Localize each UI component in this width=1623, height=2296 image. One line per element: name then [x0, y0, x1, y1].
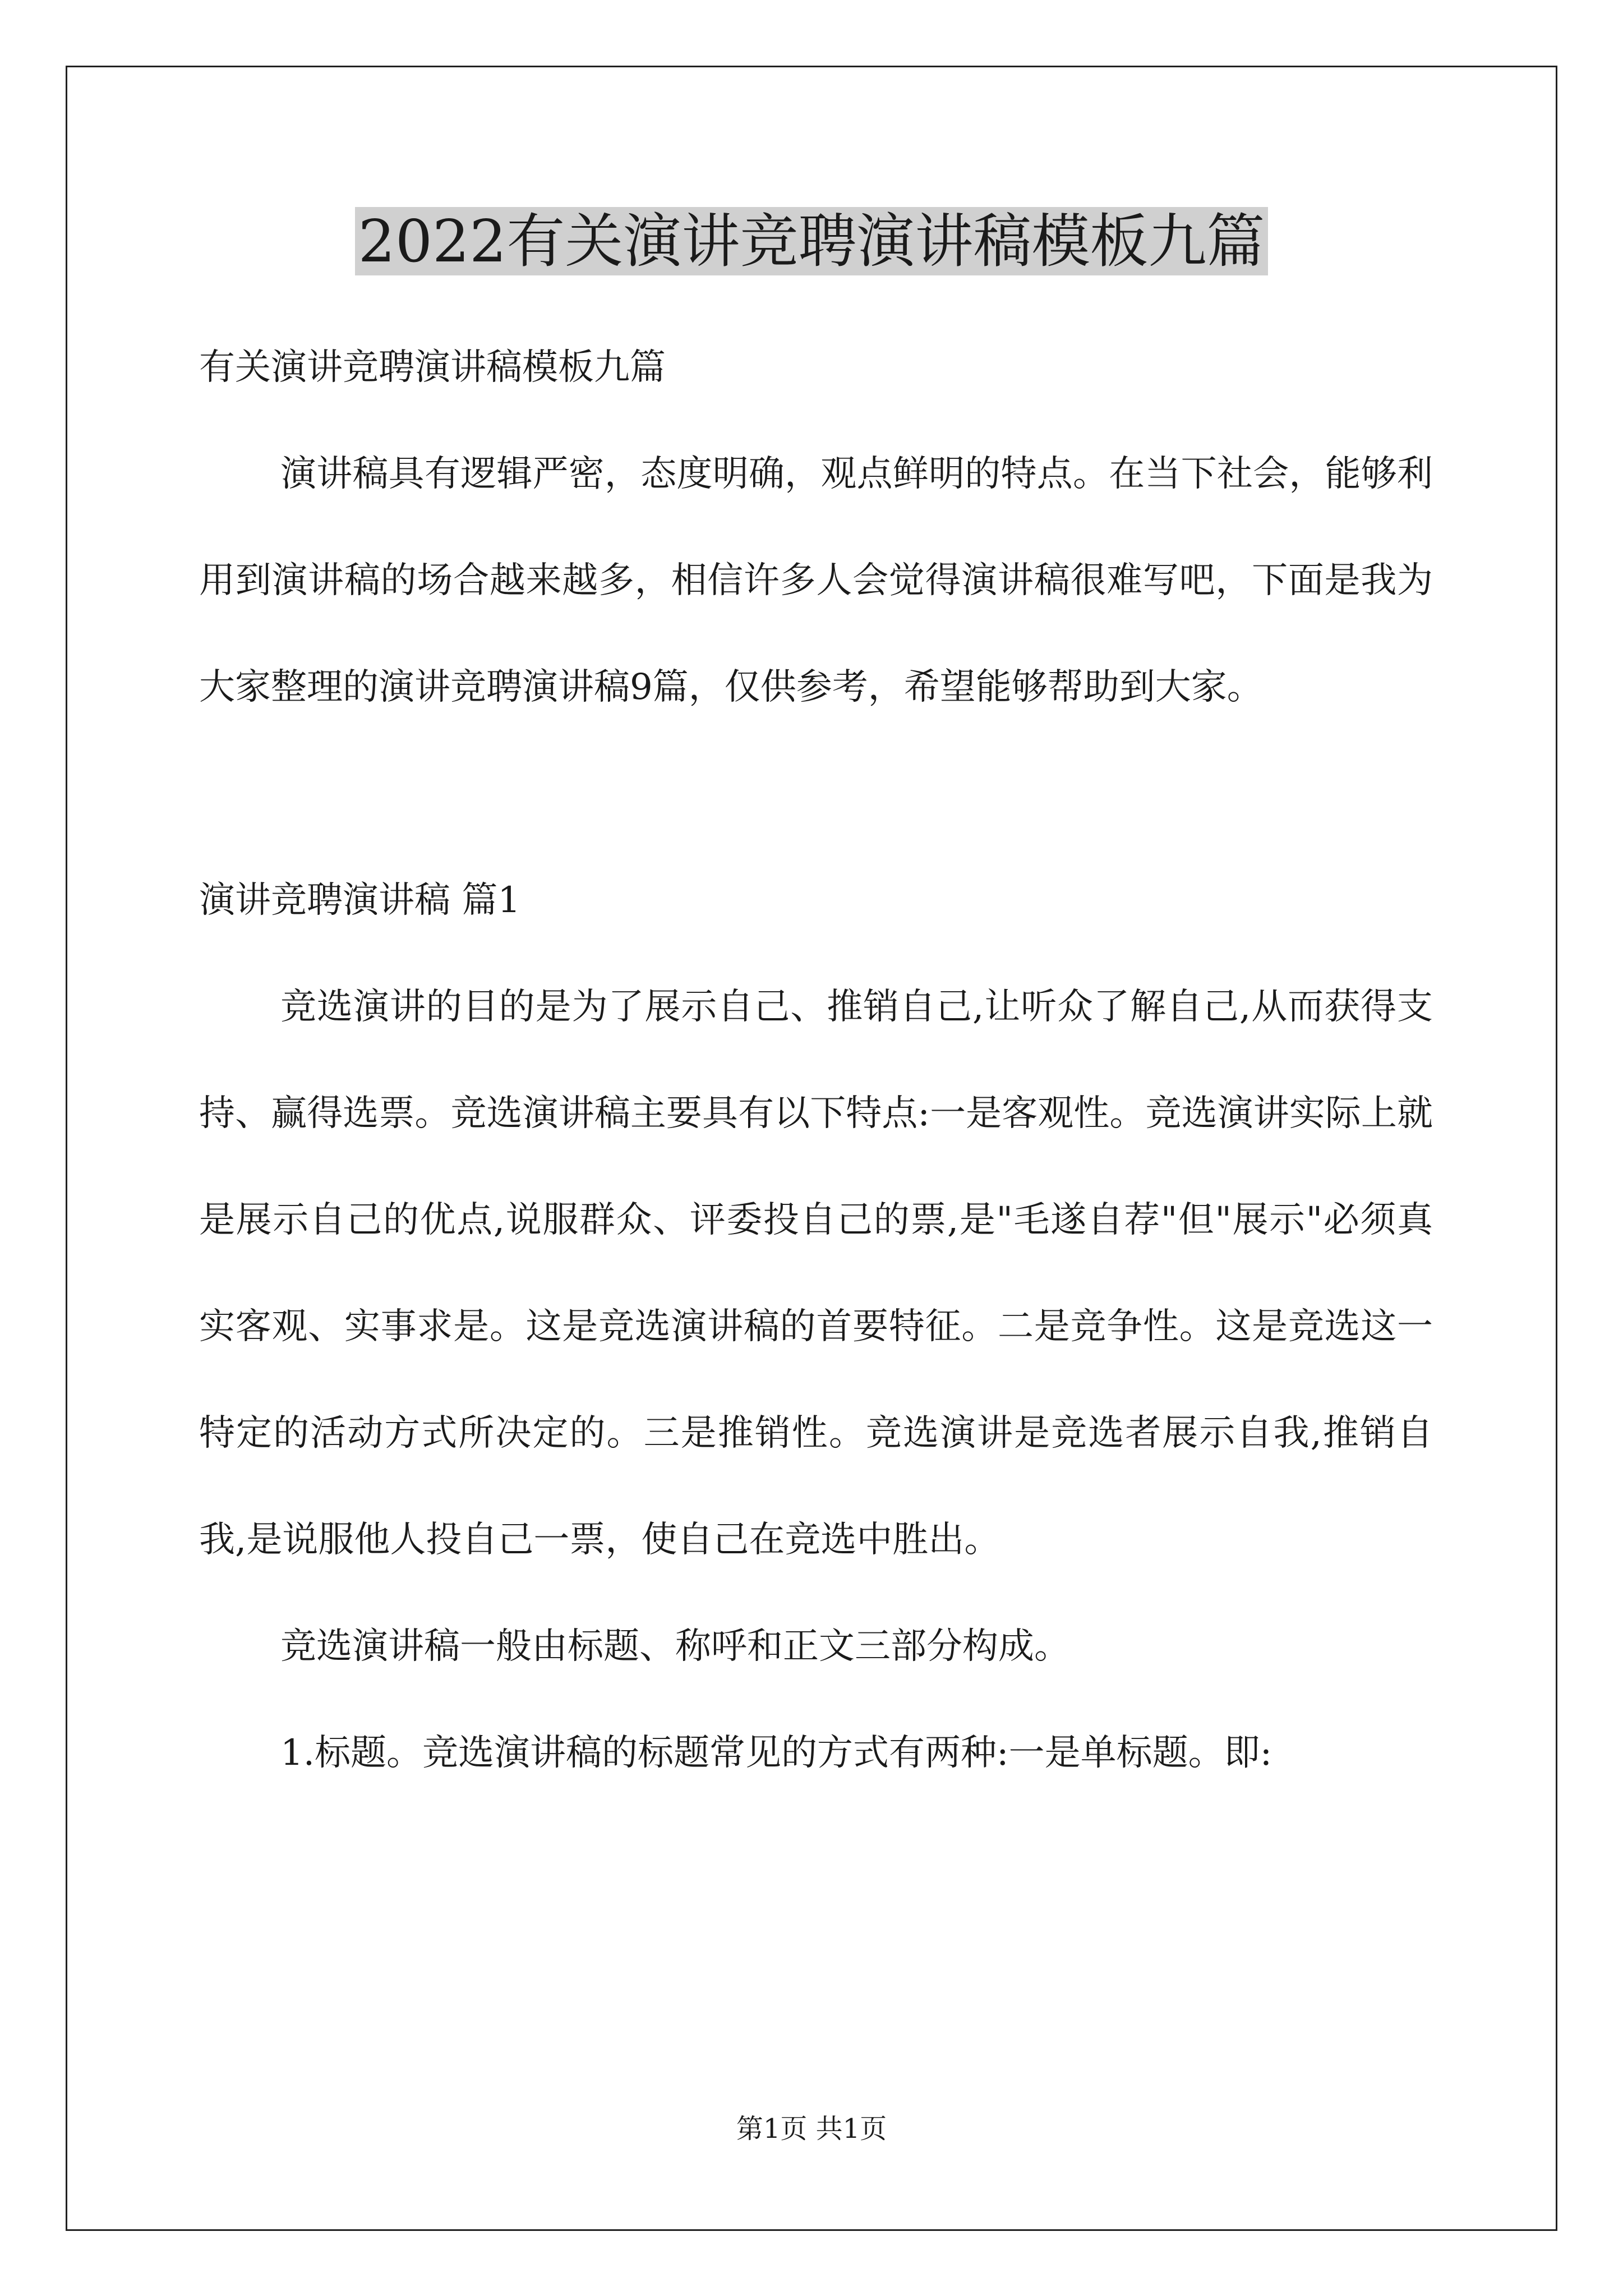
document-title-text: 2022有关演讲竞聘演讲稿模板九篇	[355, 207, 1269, 275]
body-paragraph: 竞选演讲的目的是为了展示自己、推销自己,让听众了解自己,从而获得支持、赢得选票。竞选演讲稿主要具有以下特点:一是客观性。竞选演讲实际上就是展示自己的优点,说服群众、评委投自己的票,是"毛遂自荐"但"展示"必须真实客观、实事求是。这是竞选演讲稿的首要特征。二是竞争性。这是竞选这一特定的活动方式所决定的。三是推销性。竞选演讲是竞选者展示自我,推销自我,是说服他人投自己一票，使自己在竞选中胜出。	[199, 986, 1433, 1561]
intro-paragraph: 演讲稿具有逻辑严密，态度明确，观点鲜明的特点。在当下社会，能够利用到演讲稿的场合越来越多，相信许多人会觉得演讲稿很难写吧，下面是我为大家整理的演讲竞聘演讲稿9篇，仅供参考，希望能够帮助到大家。	[199, 453, 1433, 708]
section-spacer	[199, 740, 1433, 847]
page-number: 第1页 共1页	[736, 2113, 887, 2145]
body-paragraph: 1.标题。竞选演讲稿的标题常见的方式有两种:一是单标题。即:	[280, 1732, 1272, 1774]
document-body	[199, 314, 1433, 1806]
document-title	[0, 202, 1623, 280]
section-heading: 演讲竞聘演讲稿 篇1	[199, 880, 521, 921]
document-subtitle: 有关演讲竞聘演讲稿模板九篇	[199, 347, 666, 388]
body-paragraph: 竞选演讲稿一般由标题、称呼和正文三部分构成。	[280, 1626, 1070, 1667]
